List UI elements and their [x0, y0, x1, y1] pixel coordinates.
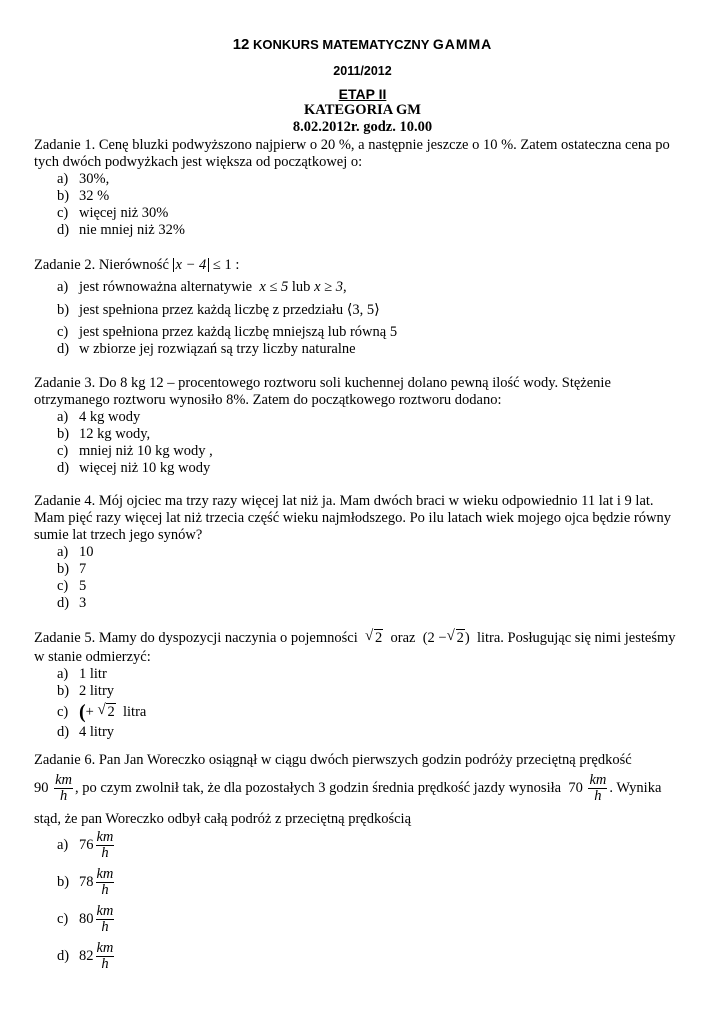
- task6-option-a: a) 76 $\frac{km}{h}$: [57, 829, 114, 861]
- task4-text-line1: Zadanie 4. Mój ojciec ma trzy razy więcej lat niż ja. Mam dwóch braci w wieku odpowiednio 11 lat i 9 lat.: [34, 493, 654, 509]
- task3-option-d: d) więcej niż 10 kg wody: [57, 460, 211, 476]
- task6-option-d: d) 82 $\frac{km}{h}$: [57, 940, 114, 972]
- unit-km-per-h: $\frac{km}{h}$: [589, 772, 607, 804]
- task5-option-b: b) 2 litry: [57, 683, 115, 699]
- exam-date: 8.02.2012r. godz. 10.00: [292, 119, 433, 135]
- contest-name: GAMMA: [432, 36, 493, 52]
- abs-expression: x − 4: [173, 258, 210, 272]
- task5-text-line1: Zadanie 5. Mamy do dyspozycji naczynia o pojemności √ 2 oraz (2 − √ 2) litra. Posługując się nimi jesteśmy: [34, 628, 676, 646]
- task2-option-c: c) jest spełniona przez każdą liczbę mniejszą lub równą 5: [57, 324, 398, 340]
- task2-option-a: a) jest równoważna alternatywie x ≤ 5 lub x ≥ 3,: [57, 279, 347, 295]
- task5-option-d: d) 4 litry: [57, 724, 115, 740]
- task4-option-d: d) 3: [57, 595, 87, 611]
- task3-option-c: c) mniej niż 10 kg wody ,: [57, 443, 213, 459]
- task2-option-b: b) jest spełniona przez każdą liczbę z przedziału ⟨3, 5⟩: [57, 302, 380, 318]
- task4-option-c: c) 5: [57, 578, 87, 594]
- category-label: KATEGORIA GM: [304, 102, 421, 118]
- task4-option-b: b) 7: [57, 561, 87, 577]
- task3-text-line1: Zadanie 3. Do 8 kg 12 – procentowego roztworu soli kuchennej dolano pewną ilość wody. Stężenie: [34, 375, 611, 391]
- task6-option-c: c) 80 $\frac{km}{h}$: [57, 903, 114, 935]
- task4-option-a: a) 10: [57, 544, 94, 560]
- contest-title: [0, 36, 725, 53]
- unit-km-per-h: $\frac{km}{h}$: [55, 772, 73, 804]
- task4-text-line3: sumie lat trzech jego synów?: [34, 527, 203, 543]
- task6-text-line3: stąd, że pan Woreczko odbył całą podróż z przeciętną prędkością: [34, 811, 411, 827]
- task4-text-line2: Mam pięć razy więcej lat niż trzecia część wieku najmłodszego. Po ilu latach wiek mojego ojca będzie równy: [34, 510, 671, 526]
- task5-option-c: c) (+ √ 2 litra: [57, 701, 147, 723]
- task2-option-d: d) w zbiorze jej rozwiązań są trzy liczby naturalne: [57, 341, 356, 357]
- school-year: 2011/2012: [333, 64, 392, 78]
- task5-text-line2: w stanie odmierzyć:: [34, 649, 151, 665]
- contest-number: 12: [232, 36, 250, 53]
- task3-text-line2: otrzymanego roztworu wynosiło 8%. Zatem do początkowego roztworu dodano:: [34, 392, 502, 408]
- task6-text-line1: Zadanie 6. Pan Jan Woreczko osiągnął w ciągu dwóch pierwszych godzin podróży przeciętną prędkość: [34, 752, 632, 768]
- sqrt-2: √ 2: [365, 628, 383, 646]
- task1-text-line1: Zadanie 1. Cenę bluzki podwyższono najpierw o 20 %, a następnie jeszcze o 10 %. Zatem ostateczna cena po: [34, 137, 670, 153]
- task1-option-c: c) więcej niż 30%: [57, 205, 169, 221]
- task3-option-a: a) 4 kg wody: [57, 409, 141, 425]
- task3-option-b: b) 12 kg wody,: [57, 426, 151, 442]
- task1-text-line2: tych dwóch podwyżkach jest większa od początkowej o:: [34, 154, 363, 170]
- task5-option-a: a) 1 litr: [57, 666, 107, 682]
- task2-text: Zadanie 2. Nierówność x − 4 ≤ 1 :: [34, 257, 240, 273]
- task6-option-b: b) 78 $\frac{km}{h}$: [57, 866, 114, 898]
- task1-option-a: a) 30%,: [57, 171, 110, 187]
- task1-option-d: d) nie mniej niż 32%: [57, 222, 185, 238]
- stage-label: ETAP II: [338, 86, 387, 102]
- task1-option-b: b) 32 %: [57, 188, 110, 204]
- contest-label: KONKURS MATEMATYCZNY: [253, 37, 430, 52]
- task6-text-line2: 90 $\frac{km}{h}$ , po czym zwolnił tak, że dla pozostałych 3 godzin średnia prędkość jazdy wynosiła 70 $\frac{km}{h}$ . Wynika: [34, 772, 662, 804]
